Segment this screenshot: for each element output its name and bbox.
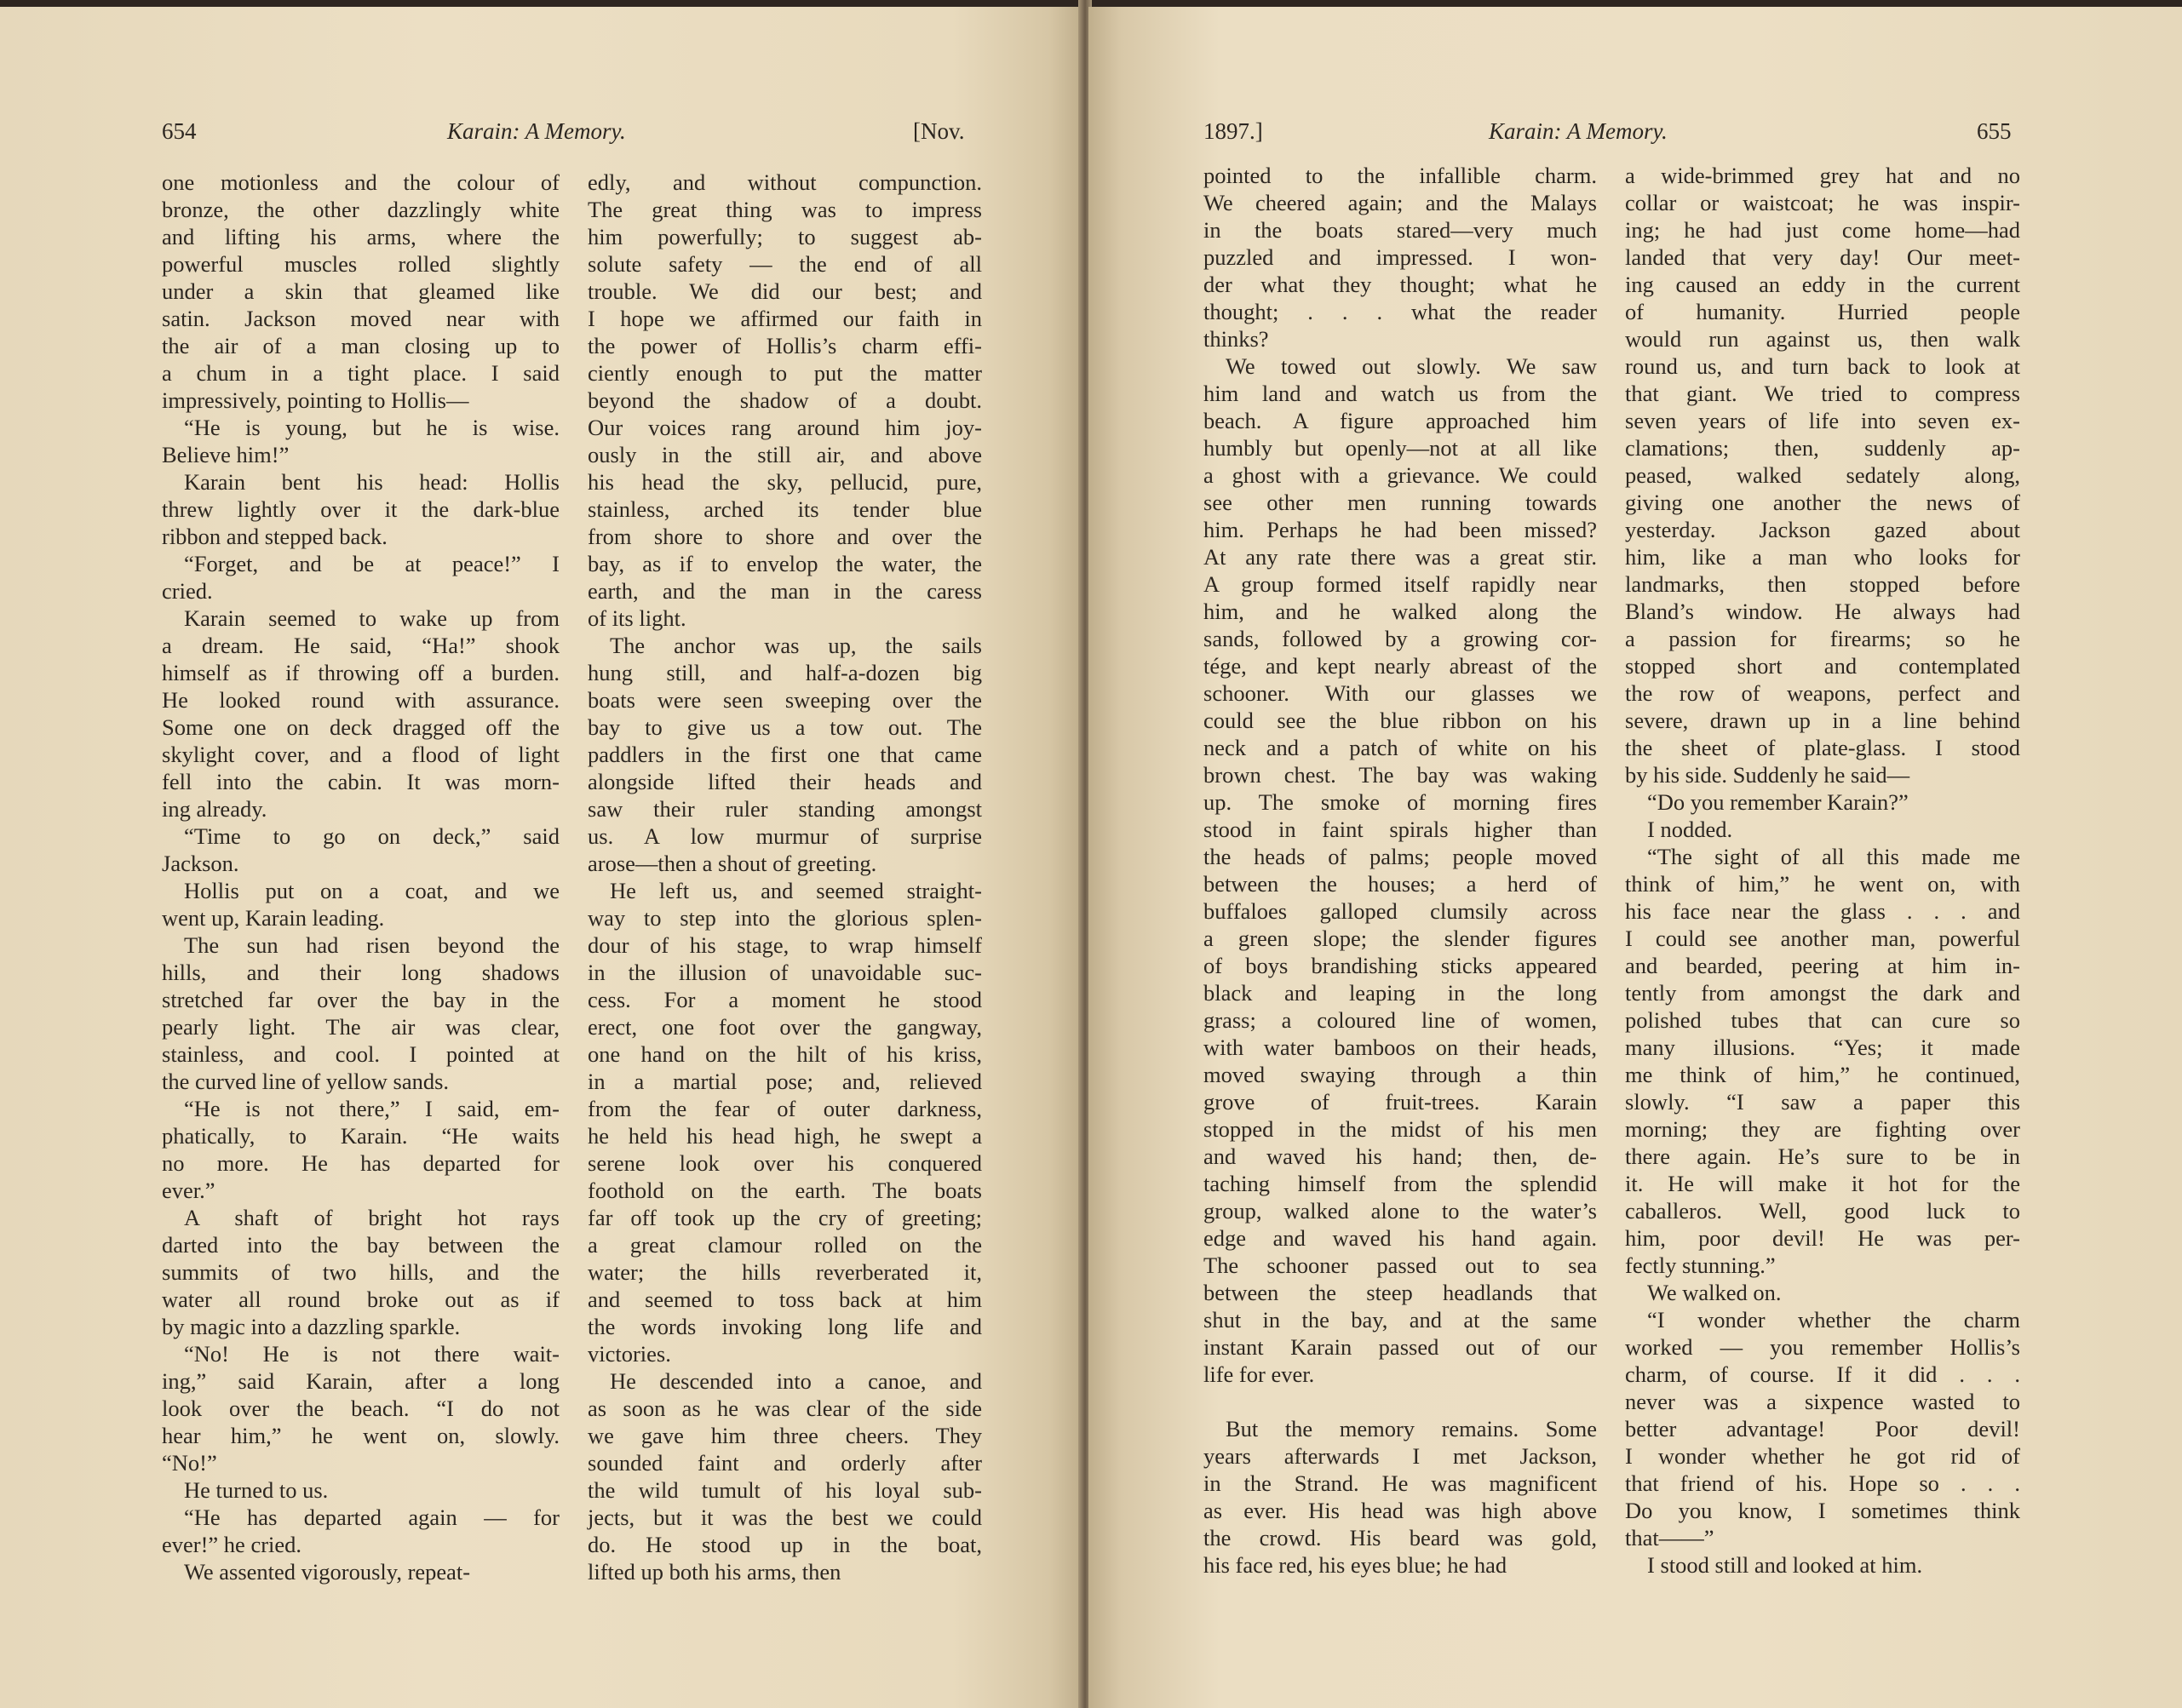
text-line: lifted up both his arms, then	[588, 1559, 841, 1585]
text-line: I stood still and looked at him.	[1647, 1552, 1923, 1578]
text-line: alongside lifted their heads and	[588, 769, 982, 794]
text-line: a wide-brimmed grey hat and no	[1625, 163, 2020, 188]
text-line: moved swaying through a thin	[1203, 1062, 1597, 1087]
text-line: ing,” said Karain, after a long	[162, 1368, 560, 1394]
text-line: ing already.	[162, 796, 267, 822]
text-line: a green slope; the slender figures	[1203, 926, 1597, 951]
text-line: collar or waistcoat; he was inspir-	[1625, 190, 2020, 215]
text-line: seven years of life into seven ex-	[1625, 408, 2020, 433]
text-line: tently from amongst the dark and	[1625, 980, 2020, 1006]
text-line: polished tubes that can cure so	[1625, 1007, 2020, 1033]
text-line: “Forget, and be at peace!” I	[184, 551, 560, 576]
text-line: “The sight of all this made me	[1647, 844, 2020, 869]
text-line: Some one on deck dragged off the	[162, 714, 560, 740]
text-line: Bland’s window. He always had	[1625, 599, 2020, 624]
text-line: caballeros. Well, good luck to	[1625, 1198, 2020, 1224]
text-line: pearly light. The air was clear,	[162, 1014, 560, 1040]
text-line: never was a sixpence wasted to	[1625, 1389, 2020, 1414]
text-line: no more. He has departed for	[162, 1150, 560, 1176]
text-line: he held his head high, he swept a	[588, 1123, 982, 1149]
text-line: hills, and their long shadows	[162, 960, 560, 985]
text-line: group, walked alone to the water’s	[1203, 1198, 1597, 1224]
text-line: the power of Hollis’s charm effi-	[588, 333, 982, 358]
text-line: “He is young, but he is wise.	[184, 415, 560, 440]
paragraph	[1625, 162, 2020, 788]
text-line: edly, and without compunction.	[588, 169, 982, 195]
text-line: that friend of his. Hope so . . .	[1625, 1470, 2020, 1496]
text-line: He looked round with assurance.	[162, 687, 560, 713]
text-line: and bearded, peering at him in-	[1625, 953, 2020, 978]
text-line: far off took up the cry of greeting;	[588, 1205, 982, 1230]
text-line: sounded faint and orderly after	[588, 1450, 982, 1476]
text-line: I nodded.	[1647, 817, 1733, 842]
text-line: landmarks, then stopped before	[1625, 571, 2020, 597]
left-page-header	[0, 114, 1082, 148]
text-line: peased, walked sedately along,	[1625, 462, 2020, 488]
text-line: He left us, and seemed straight-	[610, 878, 982, 903]
paragraph	[1625, 1306, 2020, 1551]
text-line: “No!”	[162, 1450, 217, 1476]
text-line: grass; a coloured line of women,	[1203, 1007, 1597, 1033]
text-line: stopped in the midst of his men	[1203, 1116, 1597, 1142]
text-line: foothold on the earth. The boats	[588, 1178, 982, 1203]
text-line: I could see another man, powerful	[1625, 926, 2020, 951]
text-line: him land and watch us from the	[1203, 381, 1597, 406]
text-line: darted into the bay between the	[162, 1232, 560, 1258]
paragraph	[162, 1558, 560, 1585]
text-line: of humanity. Hurried people	[1625, 299, 2020, 324]
text-line: giving one another the news of	[1625, 490, 2020, 515]
paragraph	[1625, 843, 2020, 1279]
text-line: life for ever.	[1203, 1361, 1315, 1387]
text-line: himself as if throwing off a burden.	[162, 660, 560, 685]
page-number: 655	[1977, 118, 2012, 144]
text-line: A shaft of bright hot rays	[184, 1205, 560, 1230]
text-line: erect, one foot over the gangway,	[588, 1014, 982, 1040]
text-line: At any rate there was a great stir.	[1203, 544, 1597, 570]
text-line: the wild tumult of his loyal sub-	[588, 1477, 982, 1503]
text-line: The schooner passed out to sea	[1203, 1252, 1597, 1278]
text-line: threw lightly over it the dark-blue	[162, 496, 560, 522]
text-line: stood in faint spirals higher than	[1203, 817, 1597, 842]
text-line: landed that very day! Our meet-	[1625, 244, 2020, 270]
paragraph	[162, 1340, 560, 1476]
text-line: ciently enough to put the matter	[588, 360, 982, 386]
text-line: Our voices rang around him joy-	[588, 415, 982, 440]
paragraph	[162, 1476, 560, 1504]
text-line: We assented vigorously, repeat-	[184, 1559, 471, 1585]
text-line: water; the hills reverberated it,	[588, 1259, 982, 1285]
running-title: Karain: A Memory.	[1489, 118, 1668, 144]
text-line: impressively, pointing to Hollis—	[162, 387, 469, 413]
text-line: him, and he walked along the	[1203, 599, 1597, 624]
text-line: thought; . . . what the reader	[1203, 299, 1597, 324]
text-line: victories.	[588, 1341, 671, 1367]
text-line: ously in the still air, and above	[588, 442, 982, 467]
paragraph	[162, 550, 560, 605]
text-line: ing caused an eddy in the current	[1625, 272, 2020, 297]
text-line: The anchor was up, the sails	[610, 633, 982, 658]
paragraph	[162, 414, 560, 468]
text-line: went up, Karain leading.	[162, 905, 385, 931]
text-line: that giant. We tried to compress	[1625, 381, 2020, 406]
text-line: the heads of palms; people moved	[1203, 844, 1597, 869]
text-line: up. The smoke of morning fires	[1203, 789, 1597, 815]
text-line: a passion for firearms; so he	[1625, 626, 2020, 651]
paragraph	[162, 1095, 560, 1204]
header-date: [Nov.	[913, 118, 965, 144]
text-line: many illusions. “Yes; it made	[1625, 1035, 2020, 1060]
text-line: “I wonder whether the charm	[1647, 1307, 2020, 1333]
text-line: way to step into the glorious splen-	[588, 905, 982, 931]
text-line: A group formed itself rapidly near	[1203, 571, 1597, 597]
text-line: Karain seemed to wake up from	[184, 605, 560, 631]
text-line: a great clamour rolled on the	[588, 1232, 982, 1258]
text-line: the sheet of plate-glass. I stood	[1625, 735, 2020, 760]
text-line: him, like a man who looks for	[1625, 544, 2020, 570]
page-number: 654	[162, 118, 197, 144]
left-page	[0, 7, 1082, 1708]
text-line: “No! He is not there wait-	[184, 1341, 560, 1367]
text-line: brown chest. The bay was waking	[1203, 762, 1597, 788]
text-line: beyond the shadow of a doubt.	[588, 387, 982, 413]
text-line: beach. A figure approached him	[1203, 408, 1597, 433]
paragraph	[1625, 1279, 2020, 1306]
text-line: humbly but openly—not at all like	[1203, 435, 1597, 461]
paragraph	[1625, 788, 2020, 816]
text-line: charm, of course. If it did . . .	[1625, 1361, 2020, 1387]
text-line: him. Perhaps he had been missed?	[1203, 517, 1597, 542]
text-line: shut in the bay, and at the same	[1203, 1307, 1597, 1333]
text-line: Do you know, I sometimes think	[1625, 1498, 2020, 1523]
text-line: round us, and turn back to look at	[1625, 353, 2020, 379]
text-line: me think of him,” he continued,	[1625, 1062, 2020, 1087]
text-line: arose—then a shout of greeting.	[588, 851, 877, 876]
text-line: trouble. We did our best; and	[588, 278, 982, 304]
text-column	[1625, 162, 2020, 1579]
text-line: cess. For a moment he stood	[588, 987, 982, 1012]
paragraph	[1625, 1551, 2020, 1579]
text-line: the row of weapons, perfect and	[1625, 680, 2020, 706]
text-line: solute safety — the end of all	[588, 251, 982, 277]
text-line: earth, and the man in the caress	[588, 578, 982, 604]
paragraph	[1625, 816, 2020, 843]
text-line: as soon as he was clear of the side	[588, 1396, 982, 1421]
text-line: phatically, to Karain. “He waits	[162, 1123, 560, 1149]
text-line: We cheered again; and the Malays	[1203, 190, 1597, 215]
text-line: schooner. With our glasses we	[1203, 680, 1597, 706]
text-line: ever.”	[162, 1178, 215, 1203]
text-line: and waved his hand; then, de-	[1203, 1143, 1597, 1169]
text-line: severe, drawn up in a line behind	[1625, 708, 2020, 733]
text-line: from the fear of outer darkness,	[588, 1096, 982, 1121]
text-line: cried.	[162, 578, 213, 604]
text-line: do. He stood up in the boat,	[588, 1532, 982, 1557]
text-line: neck and a patch of white on his	[1203, 735, 1597, 760]
text-line: us. A low murmur of surprise	[588, 823, 982, 849]
text-line: him powerfully; to suggest ab-	[588, 224, 982, 249]
text-line: bronze, the other dazzlingly white	[162, 197, 560, 222]
text-line: his head the sky, pellucid, pure,	[588, 469, 982, 495]
text-column	[162, 169, 560, 1585]
text-line: yesterday. Jackson gazed about	[1625, 517, 2020, 542]
paragraph	[1203, 1415, 1597, 1579]
text-line: from shore to shore and over the	[588, 524, 982, 549]
text-line: black and leaping in the long	[1203, 980, 1597, 1006]
text-line: grove of fruit-trees. Karain	[1203, 1089, 1597, 1115]
text-line: that——”	[1625, 1525, 1714, 1550]
text-line: thinks?	[1203, 326, 1269, 352]
text-line: Karain bent his head: Hollis	[184, 469, 560, 495]
paragraph	[162, 605, 560, 822]
text-line: instant Karain passed out of our	[1203, 1334, 1597, 1360]
text-line: But the memory remains. Some	[1226, 1416, 1597, 1441]
text-line: one motionless and the colour of	[162, 169, 560, 195]
text-line: He descended into a canoe, and	[610, 1368, 982, 1394]
text-line: and lifting his arms, where the	[162, 224, 560, 249]
paragraph	[162, 822, 560, 877]
text-line: tége, and kept nearly abreast of the	[1203, 653, 1597, 679]
text-line: between the houses; a herd of	[1203, 871, 1597, 897]
text-line: Believe him!”	[162, 442, 290, 467]
text-line: Jackson.	[162, 851, 239, 876]
text-line: We walked on.	[1647, 1280, 1782, 1305]
text-line: of its light.	[588, 605, 686, 631]
text-line: the crowd. His beard was gold,	[1203, 1525, 1597, 1550]
text-line: dour of his stage, to wrap himself	[588, 932, 982, 958]
paragraph	[162, 1204, 560, 1340]
text-line: in the illusion of unavoidable suc-	[588, 960, 982, 985]
text-line: I wonder whether he got rid of	[1625, 1443, 2020, 1469]
text-line: look over the beach. “I do not	[162, 1396, 560, 1421]
paragraph	[162, 468, 560, 550]
text-column	[588, 169, 982, 1585]
text-line: “Do you remember Karain?”	[1647, 789, 1909, 815]
text-line: under a skin that gleamed like	[162, 278, 560, 304]
text-line: hear him,” he went on, slowly.	[162, 1423, 560, 1448]
text-line: and seemed to toss back at him	[588, 1287, 982, 1312]
text-line: The sun had risen beyond the	[184, 932, 560, 958]
text-line: stopped short and contemplated	[1625, 653, 2020, 679]
text-line: skylight cover, and a flood of light	[162, 742, 560, 767]
text-line: stretched far over the bay in the	[162, 987, 560, 1012]
text-line: boats were seen sweeping over the	[588, 687, 982, 713]
paragraph	[588, 632, 982, 877]
text-line: bay to give us a tow out. The	[588, 714, 982, 740]
text-line: years afterwards I met Jackson,	[1203, 1443, 1597, 1469]
text-line: it. He will make it hot for the	[1625, 1171, 2020, 1196]
text-line: Hollis put on a coat, and we	[184, 878, 560, 903]
text-line: satin. Jackson moved near with	[162, 306, 560, 331]
text-line: morning; they are fighting over	[1625, 1116, 2020, 1142]
text-line: a dream. He said, “Ha!” shook	[162, 633, 560, 658]
text-line: between the steep headlands that	[1203, 1280, 1597, 1305]
text-line: summits of two hills, and the	[162, 1259, 560, 1285]
text-line: bay, as if to envelop the water, the	[588, 551, 982, 576]
text-line: his face red, his eyes blue; he had	[1203, 1552, 1507, 1578]
paragraph	[162, 877, 560, 931]
text-line: a chum in a tight place. I said	[162, 360, 560, 386]
text-line: powerful muscles rolled slightly	[162, 251, 560, 277]
text-line: edge and waved his hand again.	[1203, 1225, 1597, 1251]
text-line: pointed to the infallible charm.	[1203, 163, 1597, 188]
text-line: the words invoking long life and	[588, 1314, 982, 1339]
text-line: one hand on the hilt of his kriss,	[588, 1041, 982, 1067]
text-line: We towed out slowly. We saw	[1226, 353, 1597, 379]
text-line: in the Strand. He was magnificent	[1203, 1470, 1597, 1496]
text-line: clamations; then, suddenly ap-	[1625, 435, 2020, 461]
text-line: the curved line of yellow sands.	[162, 1069, 450, 1094]
text-line: in the boats stared—very much	[1203, 217, 1597, 243]
text-line: would run against us, then walk	[1625, 326, 2020, 352]
right-page-header	[1088, 114, 2182, 148]
paragraph	[588, 877, 982, 1367]
text-line: his face near the glass . . . and	[1625, 898, 2020, 924]
text-line: ever!” he cried.	[162, 1532, 302, 1557]
text-line: The great thing was to impress	[588, 197, 982, 222]
text-line: better advantage! Poor devil!	[1625, 1416, 2020, 1441]
text-column	[1203, 162, 1597, 1579]
text-line: jects, but it was the best we could	[588, 1505, 982, 1530]
text-line: “Time to go on deck,” said	[184, 823, 560, 849]
text-line: serene look over his conquered	[588, 1150, 982, 1176]
text-line: a ghost with a grievance. We could	[1203, 462, 1597, 488]
text-line: fectly stunning.”	[1625, 1252, 1776, 1278]
paragraph	[1203, 352, 1597, 1388]
text-line: taching himself from the splendid	[1203, 1171, 1597, 1196]
text-line: ribbon and stepped back.	[162, 524, 388, 549]
text-line: could see the blue ribbon on his	[1203, 708, 1597, 733]
paragraph	[162, 931, 560, 1095]
text-line: fell into the cabin. It was morn-	[162, 769, 560, 794]
text-line: by magic into a dazzling sparkle.	[162, 1314, 461, 1339]
text-line: He turned to us.	[184, 1477, 329, 1503]
paragraph	[162, 1504, 560, 1558]
text-line: puzzled and impressed. I won-	[1203, 244, 1597, 270]
paragraph	[1203, 162, 1597, 352]
paragraph	[162, 169, 560, 414]
text-line: paddlers in the first one that came	[588, 742, 982, 767]
text-line: in a martial pose; and, relieved	[588, 1069, 982, 1094]
paragraph	[588, 169, 982, 632]
text-line: hung still, and half-a-dozen big	[588, 660, 982, 685]
text-line: “He has departed again — for	[184, 1505, 560, 1530]
text-line: of boys brandishing sticks appeared	[1203, 953, 1597, 978]
text-line: there again. He’s sure to be in	[1625, 1143, 2020, 1169]
text-line: sands, followed by a growing cor-	[1203, 626, 1597, 651]
text-line: buffaloes galloped clumsily across	[1203, 898, 1597, 924]
text-line: “He is not there,” I said, em-	[184, 1096, 560, 1121]
text-line: water all round broke out as if	[162, 1287, 560, 1312]
text-line: I hope we affirmed our faith in	[588, 306, 982, 331]
text-line: the air of a man closing up to	[162, 333, 560, 358]
text-line: stainless, and cool. I pointed at	[162, 1041, 560, 1067]
text-line: stainless, arched its tender blue	[588, 496, 982, 522]
text-line: think of him,” he went on, with	[1625, 871, 2020, 897]
text-line: see other men running towards	[1203, 490, 1597, 515]
text-line: as ever. His head was high above	[1203, 1498, 1597, 1523]
text-line: worked — you remember Hollis’s	[1625, 1334, 2020, 1360]
text-line: with water bamboos on their heads,	[1203, 1035, 1597, 1060]
running-title: Karain: A Memory.	[447, 118, 626, 144]
text-line: slowly. “I saw a paper this	[1625, 1089, 2020, 1115]
header-date: 1897.]	[1203, 118, 1263, 144]
paragraph	[588, 1367, 982, 1585]
text-line: him, poor devil! He was per-	[1625, 1225, 2020, 1251]
text-line: ing; he had just come home—had	[1625, 217, 2020, 243]
text-line: we gave him three cheers. They	[588, 1423, 982, 1448]
text-line: der what they thought; what he	[1203, 272, 1597, 297]
text-line: saw their ruler standing amongst	[588, 796, 982, 822]
text-line: by his side. Suddenly he said—	[1625, 762, 1910, 788]
